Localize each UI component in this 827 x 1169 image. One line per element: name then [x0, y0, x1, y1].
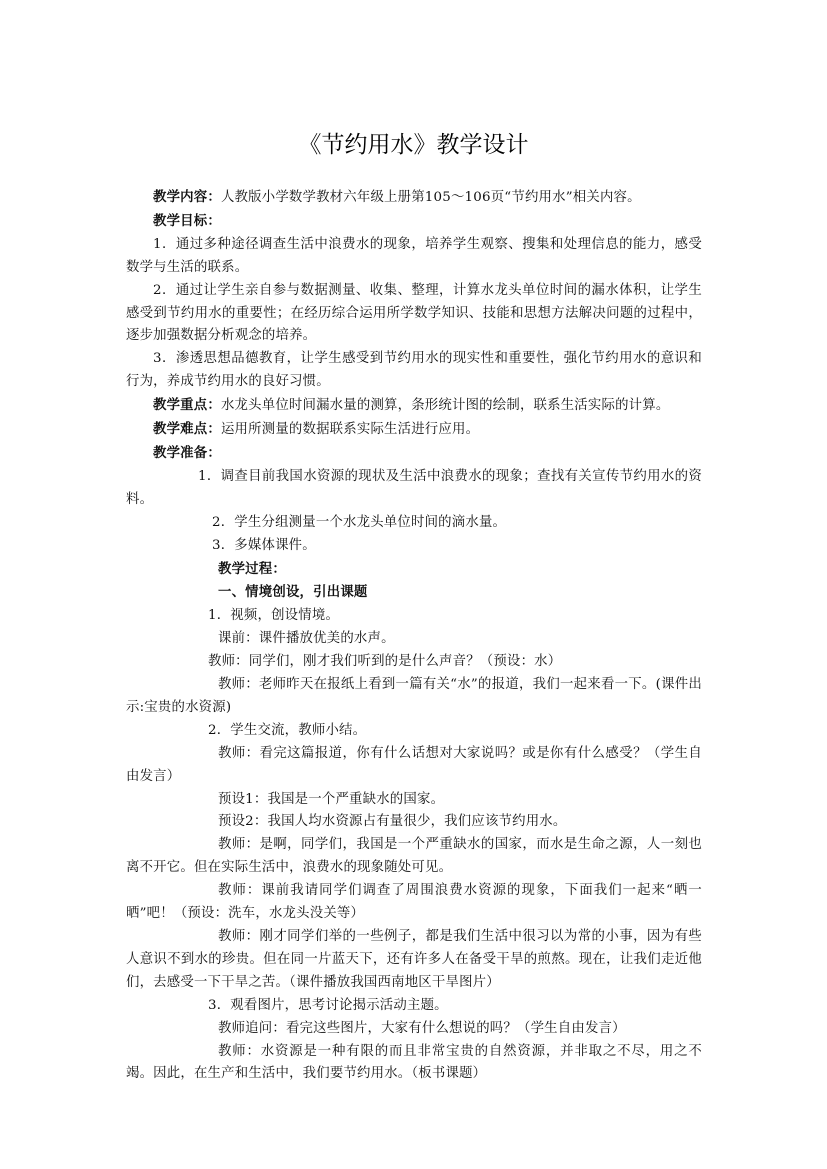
process-line: 教师：老师昨天在报纸上看到一篇有关“水”的报道，我们一起来看一下。(课件出示:宝贵的水资源) — [126, 677, 702, 715]
process-line: 教师：刚才同学们举的一些例子，都是我们生活中很习以为常的小事，因为有些人意识不到水的珍贵。但在同一片蓝天下，还有许多人在备受干旱的煎熬。现在，让我们走近他们，去感受一下干旱之苦。（课件播放我国西南地区干旱图片） — [126, 929, 702, 990]
goal-item: 3．渗透思想品德教育，让学生感受到节约用水的现实性和重要性，强化节约用水的意识和行为，养成节约用水的良好习惯。 — [126, 351, 702, 390]
process-line: 教师追问：看完这些图片，大家有什么想说的吗？（学生自由发言） — [218, 1020, 626, 1036]
key-point-text: 水龙头单位时间漏水量的测算，条形统计图的绘制，联系生活实际的计算。 — [220, 398, 670, 414]
teaching-content-label: 教学内容： — [153, 189, 221, 205]
prep-label: 教学准备： — [153, 444, 221, 461]
teaching-goals-label: 教学目标： — [153, 212, 221, 229]
process-line: 3．观看图片，思考讨论揭示活动主题。 — [208, 997, 448, 1013]
section-1-title: 一、情境创设，引出课题 — [218, 584, 368, 601]
goal-item: 2．通过让学生亲自参与数据测量、收集、整理，计算水龙头单位时间的漏水体积，让学生感受到节约用水的重要性；在经历综合运用所学数学知识、技能和思想方法解决问题的过程中，逐步加强数据分析观念的培养。 — [126, 282, 702, 344]
process-line: 预设2：我国人均水资源占有量很少，我们应该节约用水。 — [218, 814, 567, 830]
difficulty-paragraph — [126, 418, 702, 442]
prep-item: 2．学生分组测量一个水龙头单位时间的滴水量。 — [212, 514, 507, 530]
prep-heading — [126, 442, 702, 466]
process-line: 2．学生交流，教师小结。 — [208, 722, 367, 738]
process-line: 教师：课前我请同学们调查了周围浪费水资源的现象，下面我们一起来“晒一晒”吧！（预设：洗车，水龙头没关等） — [126, 883, 702, 922]
difficulty-text: 运用所测量的数据联系实际生活进行应用。 — [220, 422, 480, 438]
process-line: 教师：看完这篇报道，你有什么话想对大家说吗？或是你有什么感受？（学生自由发言） — [126, 745, 702, 784]
key-point-paragraph — [126, 394, 702, 418]
process-line: 教师：是啊，同学们，我国是一个严重缺水的国家，而水是生命之源，人一刻也离不开它。但在实际生活中，浪费水的现象随处可见。 — [126, 837, 702, 876]
prep-item: 3．多媒体课件。 — [212, 537, 316, 553]
process-heading — [126, 558, 702, 582]
process-line: 1．视频，创设情境。 — [208, 608, 340, 624]
teaching-content-paragraph — [126, 186, 702, 210]
document-body — [126, 186, 702, 1086]
teaching-goals-heading — [126, 210, 702, 234]
document-title: 《节约用水》教学设计 — [298, 132, 529, 158]
process-line: 课前：课件播放优美的水声。 — [218, 631, 395, 647]
process-line: 预设1：我国是一个严重缺水的国家。 — [218, 791, 445, 807]
process-line: 教师：同学们，刚才我们听到的是什么声音？（预设：水） — [208, 654, 562, 670]
goal-item: 1．通过多种途径调查生活中浪费水的现象，培养学生观察、搜集和处理信息的能力，感受数学与生活的联系。 — [126, 236, 702, 275]
difficulty-label: 教学难点： — [153, 421, 221, 438]
prep-item: 1．调查目前我国水资源的现状及生活中浪费水的现象；查找有关宣传节约用水的资料。 — [126, 468, 702, 507]
process-label: 教学过程： — [218, 560, 286, 577]
key-point-label: 教学重点： — [153, 397, 221, 414]
process-line: 教师：水资源是一种有限的而且非常宝贵的自然资源，并非取之不尽，用之不竭。因此，在生产和生活中，我们要节约用水。（板书课题） — [126, 1043, 702, 1082]
section-heading — [126, 581, 702, 605]
teaching-content-text: 人教版小学数学教材六年级上册第105～106页“节约用水”相关内容。 — [220, 190, 641, 205]
